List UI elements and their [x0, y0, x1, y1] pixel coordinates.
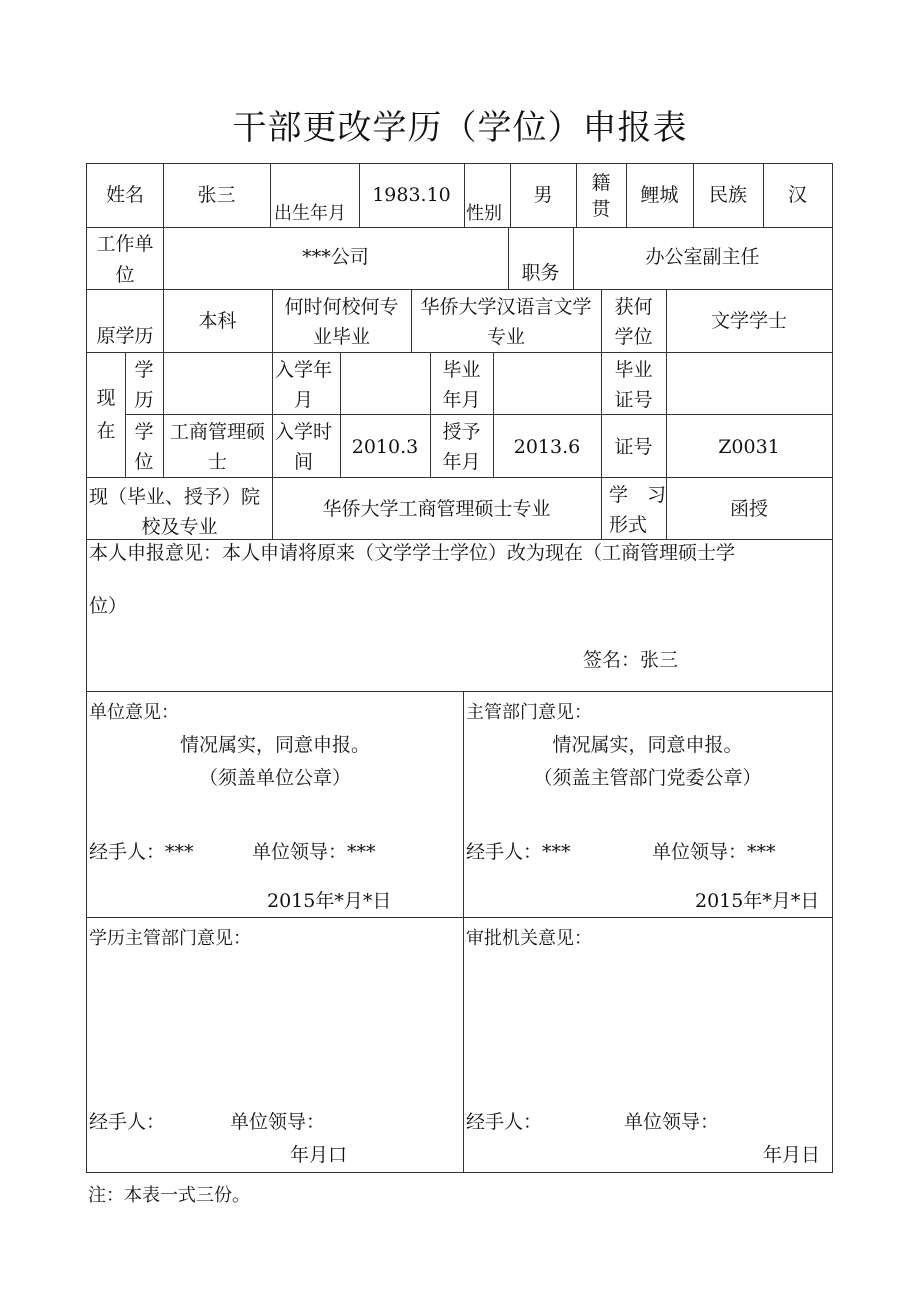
original-degree-value: 文学学士 [710, 310, 787, 332]
unit-leader: 单位领导：*** [252, 841, 376, 863]
degree-cert-label: 证号 [614, 436, 653, 458]
cert-no-label: 毕业 [614, 359, 653, 381]
original-edu-label: 原学历 [96, 325, 154, 347]
row-divider [87, 227, 832, 228]
current-degree-label-2: 位 [134, 451, 154, 473]
birth-label: 出生年月 [274, 203, 346, 224]
enroll-time-value: 2010.3 [351, 436, 419, 458]
unit-handler: 经手人：*** [89, 841, 194, 863]
grad-date-label: 毕业 [442, 359, 481, 381]
grant-date-label: 授予 [442, 421, 481, 443]
work-unit-label: 工作单 [96, 233, 154, 255]
current-school-value: 华侨大学工商管理硕士专业 [322, 498, 551, 520]
native-value: 鲤城 [640, 184, 679, 206]
enroll-time-label: 入学时 [275, 421, 333, 443]
unit-date: 2015年*月*日 [267, 890, 392, 912]
work-unit-label-2: 位 [115, 264, 135, 286]
study-mode-label-2: 形式 [609, 514, 648, 536]
name-label: 姓名 [105, 184, 144, 206]
row-divider [87, 691, 832, 692]
study-mode-label: 学 习 [609, 484, 667, 506]
ethnic-label: 民族 [708, 184, 747, 206]
unit-opinion-text: 情况属实，同意申报。 [179, 734, 370, 756]
degree-cert-value: Z0031 [718, 436, 780, 458]
approval-date: 年月日 [763, 1144, 821, 1166]
graduation-label-2: 业毕业 [312, 326, 370, 348]
name-value: 张三 [197, 184, 236, 206]
enroll-time-label-2: 间 [294, 451, 314, 473]
edu-dept-date: 年月口 [290, 1144, 348, 1166]
ethnic-value: 汉 [787, 184, 807, 206]
native-label: 籍贯 [591, 172, 611, 220]
application-form [86, 163, 833, 1173]
grant-date-value: 2013.6 [513, 436, 581, 458]
dept-date: 2015年*月*日 [695, 890, 820, 912]
post-label: 职务 [521, 262, 560, 284]
post-value: 办公室副主任 [645, 246, 760, 268]
study-mode-value: 函授 [729, 498, 768, 520]
current-edu-label: 学 [134, 359, 154, 381]
dept-leader: 单位领导：*** [652, 841, 776, 863]
unit-stamp-note: （须盖单位公章） [198, 767, 351, 789]
dept-opinion-heading: 主管部门意见： [466, 702, 592, 723]
grad-date-label-2: 年月 [442, 389, 481, 411]
unit-opinion-heading: 单位意见： [89, 702, 179, 723]
current-label: 现 [96, 387, 116, 409]
gender-label: 性别 [466, 203, 502, 224]
dept-opinion-text: 情况属实，同意申报。 [552, 734, 743, 756]
current-edu-label-2: 历 [134, 389, 154, 411]
approval-opinion-heading: 审批机关意见： [466, 928, 592, 949]
work-unit-value: ***公司 [302, 246, 369, 268]
degree-label: 获何 [614, 296, 653, 318]
dept-stamp-note: （须盖主管部门党委公章） [533, 767, 762, 789]
current-school-label: 现（毕业、授予）院 [89, 486, 261, 508]
declaration-text-2: 位） [89, 595, 128, 617]
birth-value: 1983.10 [372, 184, 451, 206]
row-divider [87, 289, 832, 290]
dept-handler: 经手人：*** [466, 841, 571, 863]
original-school-value: 华侨大学汉语言文学 [420, 296, 592, 318]
current-degree-value: 工商管理硕 [169, 421, 265, 443]
current-degree-value-2: 士 [207, 451, 227, 473]
graduation-label: 何时何校何专 [284, 296, 399, 318]
enroll-label-2: 月 [294, 389, 314, 411]
original-edu-value: 本科 [198, 310, 237, 332]
approval-handler: 经手人： [466, 1111, 543, 1133]
page-title: 干部更改学历（学位）申报表 [232, 108, 688, 148]
cert-no-label-2: 证号 [614, 389, 653, 411]
enroll-label: 入学年 [275, 359, 333, 381]
approval-leader: 单位领导： [624, 1111, 720, 1133]
degree-label-2: 学位 [614, 326, 653, 348]
row-divider [87, 917, 832, 918]
current-degree-label: 学 [134, 421, 154, 443]
gender-value: 男 [533, 184, 553, 206]
edu-dept-handler: 经手人： [89, 1111, 166, 1133]
edu-dept-opinion-heading: 学历主管部门意见： [89, 928, 251, 949]
edu-dept-leader: 单位领导： [230, 1111, 326, 1133]
footnote: 注：本表一式三份。 [88, 1185, 250, 1206]
grant-date-label-2: 年月 [442, 451, 481, 473]
original-school-value-2: 专业 [486, 326, 525, 348]
declaration-text: 本人申报意见：本人申请将原来（文学学士学位）改为现在（工商管理硕士学 [89, 542, 736, 564]
current-label-2: 在 [96, 420, 116, 442]
signature: 签名：张三 [583, 649, 679, 671]
current-school-label-2: 校及专业 [141, 516, 218, 538]
